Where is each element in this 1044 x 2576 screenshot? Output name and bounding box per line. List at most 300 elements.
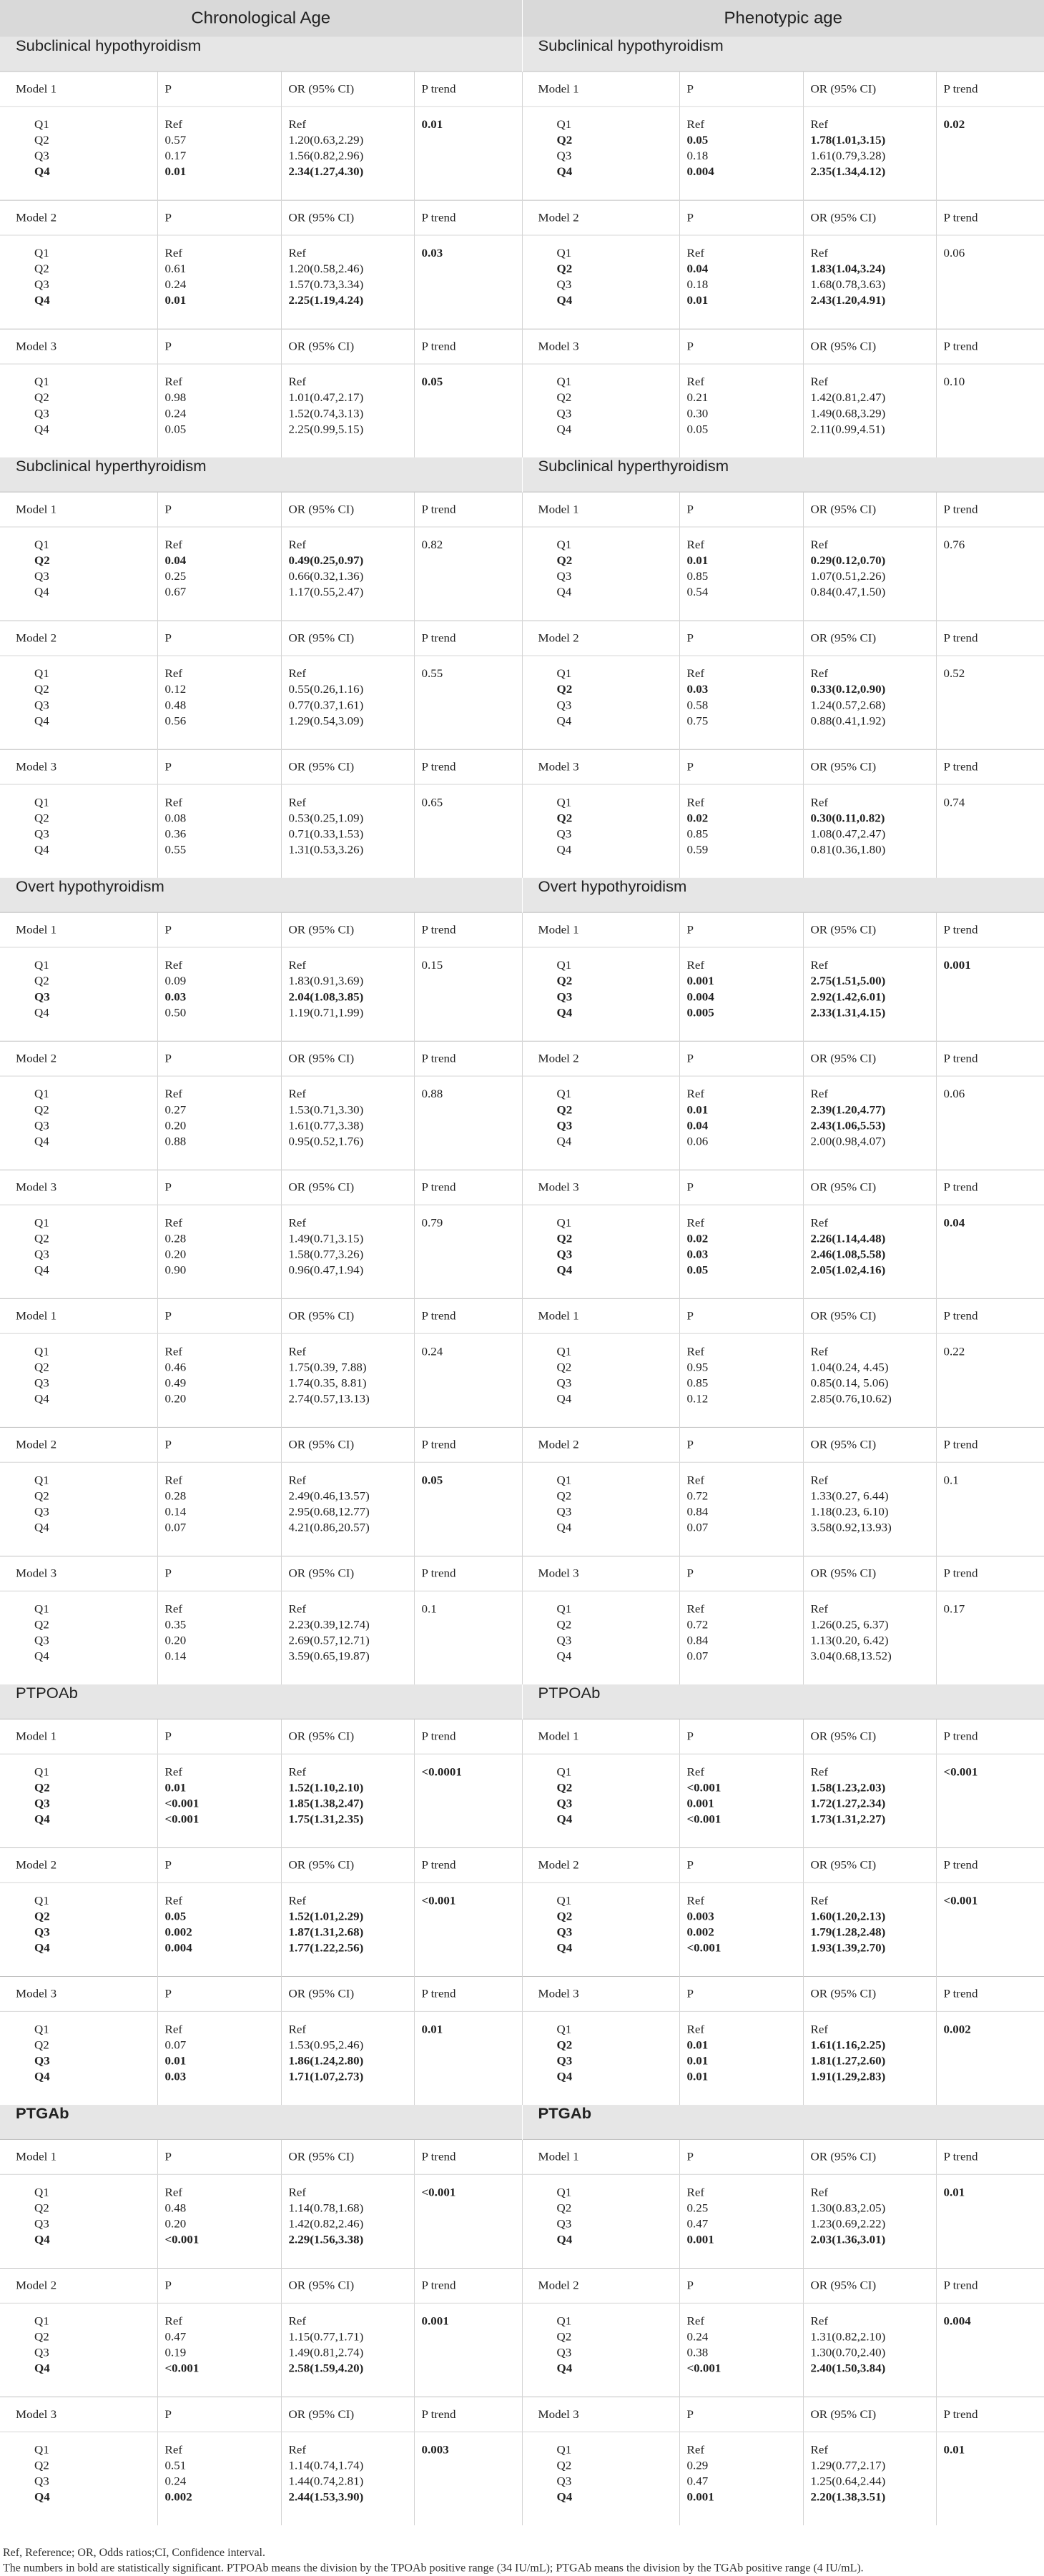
or-value-list	[282, 785, 414, 858]
quartile-list	[0, 948, 157, 1021]
model-label-right	[522, 1298, 679, 1333]
col-label-or-right	[803, 2268, 936, 2303]
quartile-label: Q2	[34, 2038, 49, 2052]
or-value: Ref	[288, 2443, 307, 2457]
p-value-list	[680, 235, 803, 308]
p-value: Ref	[164, 2023, 183, 2036]
quartile-label: Q2	[556, 2459, 572, 2472]
p-trend-left	[414, 2174, 522, 2268]
p-trend-value: <0.001	[421, 1894, 456, 1908]
p-value: 0.28	[164, 1489, 187, 1503]
quartile-label: Q1	[34, 2314, 49, 2328]
p-value: 0.01	[686, 2070, 709, 2083]
p-trend-right	[936, 2303, 1044, 2397]
p-trend-left	[414, 656, 522, 749]
col-label-trend-left	[414, 749, 522, 784]
col-label-p-left	[157, 912, 281, 947]
p-value-list	[158, 2432, 281, 2505]
quartile-cell-right	[522, 784, 679, 878]
p-trend-value: 0.001	[421, 2314, 449, 2328]
col-label-or-right	[803, 1298, 936, 1333]
col-label-or-left-text: OR (95% CI)	[288, 502, 355, 516]
or-value: 1.68(0.78,3.63)	[810, 277, 886, 292]
p-value: 0.72	[686, 1618, 709, 1632]
col-label-or-left	[281, 1298, 414, 1333]
col-label-p-right	[679, 1170, 803, 1205]
quartile-label: Q2	[34, 682, 49, 696]
quartile-label: Q4	[556, 2362, 573, 2375]
section-title-right: PTGAb	[522, 2105, 1044, 2139]
quartile-label: Q1	[34, 1087, 49, 1101]
quartile-label: Q1	[556, 795, 572, 809]
or-value: 1.85(1.38,2.47)	[288, 1797, 364, 1810]
p-values-right	[679, 1333, 803, 1427]
p-values-right	[679, 2303, 803, 2397]
quartile-label: Q3	[34, 1118, 49, 1132]
quartile-label: Q4	[34, 1005, 49, 1020]
p-value: Ref	[686, 666, 705, 681]
model-data-row	[0, 1882, 1044, 1976]
or-value: Ref	[288, 666, 307, 681]
quartile-label: Q3	[556, 569, 572, 583]
or-value: 2.04(1.08,3.85)	[288, 990, 364, 1004]
col-label-trend-left	[414, 1041, 522, 1076]
or-value: Ref	[288, 1087, 307, 1101]
or-value: 2.35(1.34,4.12)	[810, 164, 886, 179]
col-label-trend-right-text: P trend	[943, 1858, 978, 1872]
col-label-trend-left	[414, 1556, 522, 1591]
model-data-row	[0, 656, 1044, 749]
col-label-or-left-text: OR (95% CI)	[288, 1180, 355, 1194]
or-value-list	[804, 1755, 936, 1827]
p-trend-right	[936, 947, 1044, 1041]
col-label-trend-right	[936, 1041, 1044, 1076]
quartile-label: Q3	[34, 2474, 49, 2488]
p-value: Ref	[686, 538, 705, 551]
col-label-trend-left	[414, 1847, 522, 1882]
col-label-trend-right	[936, 912, 1044, 947]
quartile-label: Q3	[556, 2054, 573, 2068]
col-label-p-right-text: P	[686, 2150, 694, 2163]
col-label-p-left-text: P	[164, 1729, 172, 1743]
p-value: 0.001	[686, 974, 714, 988]
model-header-row	[0, 492, 1044, 527]
quartile-label: Q2	[556, 1781, 573, 1795]
quartile-label: Q2	[556, 133, 573, 147]
col-label-trend-left-text: P trend	[421, 760, 456, 774]
model-header-row	[0, 1719, 1044, 1754]
p-values-right	[679, 947, 803, 1041]
col-label-p-right-text: P	[686, 1438, 694, 1451]
model-label-left-text: Model 2	[16, 1052, 57, 1065]
model-header-row	[0, 621, 1044, 656]
col-label-trend-right-text: P trend	[943, 2150, 978, 2163]
quartile-cell-right	[522, 656, 679, 749]
model-label-right	[522, 200, 679, 235]
col-label-p-right-text: P	[686, 1052, 694, 1065]
quartile-label: Q2	[34, 1781, 50, 1795]
p-value-list	[158, 2175, 281, 2248]
col-label-trend-right	[936, 1427, 1044, 1462]
quartile-label: Q2	[556, 1910, 573, 1923]
col-label-p-left	[157, 2397, 281, 2432]
or-value: 1.29(0.54,3.09)	[288, 714, 364, 728]
p-trend-value: 0.04	[943, 1215, 965, 1230]
col-label-p-left	[157, 329, 281, 364]
col-label-or-left-text: OR (95% CI)	[288, 1858, 355, 1872]
quartile-list	[523, 1883, 679, 1956]
p-value: <0.001	[164, 2233, 200, 2246]
p-value: 0.54	[686, 585, 709, 599]
col-label-p-left	[157, 2268, 281, 2303]
p-value: 0.50	[164, 1005, 187, 1020]
or-value-list	[804, 2012, 936, 2085]
p-trend-value: <0.0001	[421, 1765, 462, 1779]
col-label-p-right-text: P	[686, 340, 694, 353]
quartile-label: Q2	[556, 2201, 572, 2215]
quartile-list	[523, 527, 679, 600]
col-label-or-left-text: OR (95% CI)	[288, 1438, 355, 1451]
col-label-or-left	[281, 1427, 414, 1462]
or-value: 1.71(1.07,2.73)	[288, 2070, 364, 2083]
quartile-list	[523, 1755, 679, 1827]
or-value-list	[804, 1883, 936, 1956]
quartile-label: Q2	[556, 811, 573, 825]
p-value-list	[680, 107, 803, 179]
quartile-label: Q3	[34, 1634, 49, 1647]
model-label-right	[522, 1719, 679, 1754]
model-label-right-text: Model 1	[538, 923, 579, 937]
col-label-trend-right-text: P trend	[943, 2279, 978, 2292]
p-trend-right	[936, 235, 1044, 329]
p-value: Ref	[164, 1602, 183, 1616]
col-label-p-left-text: P	[164, 340, 172, 353]
quartile-label: Q2	[556, 1489, 572, 1503]
model-label-right-text: Model 2	[538, 631, 579, 645]
p-trend-right	[936, 784, 1044, 878]
model-label-left	[0, 492, 157, 527]
or-values-right	[803, 2174, 936, 2268]
col-label-trend-right	[936, 1977, 1044, 2012]
p-value-list	[158, 785, 281, 858]
quartile-cell-left	[0, 1591, 157, 1684]
p-value: 0.01	[686, 553, 709, 568]
col-label-p-right-text: P	[686, 631, 694, 645]
or-values-right	[803, 2303, 936, 2397]
col-label-p-right-text: P	[686, 1309, 694, 1323]
col-label-or-right	[803, 912, 936, 947]
or-value: 1.15(0.77,1.71)	[288, 2330, 364, 2344]
col-label-p-left	[157, 1847, 281, 1882]
quartile-label: Q2	[34, 553, 50, 568]
col-label-or-left-text: OR (95% CI)	[288, 2150, 355, 2163]
or-value: 1.04(0.24, 4.45)	[810, 1361, 889, 1374]
p-values-left	[157, 1076, 281, 1170]
or-values-left	[281, 1076, 414, 1170]
model-label-right-text: Model 3	[538, 1987, 579, 2000]
col-label-p-right	[679, 749, 803, 784]
quartile-cell-right	[522, 2174, 679, 2268]
quartile-label: Q3	[556, 698, 572, 712]
p-value: Ref	[686, 1894, 705, 1908]
quartile-label: Q2	[556, 2038, 573, 2052]
quartile-cell-right	[522, 1462, 679, 1556]
or-values-left	[281, 107, 414, 200]
or-value: 1.52(1.10,2.10)	[288, 1781, 364, 1795]
footnotes	[0, 2525, 1044, 2576]
p-value: 0.98	[164, 390, 187, 405]
model-label-left-text: Model 3	[16, 1566, 57, 1580]
col-label-or-left	[281, 329, 414, 364]
p-trend-left	[414, 364, 522, 458]
or-value: 1.14(0.74,1.74)	[288, 2459, 364, 2472]
col-label-or-right	[803, 1041, 936, 1076]
or-values-left	[281, 656, 414, 749]
or-value-list	[804, 1592, 936, 1664]
col-label-or-right-text: OR (95% CI)	[810, 1052, 877, 1065]
quartile-label: Q2	[34, 262, 49, 276]
p-values-right	[679, 2432, 803, 2525]
quartile-label: Q1	[34, 117, 49, 131]
or-value: 1.20(0.63,2.29)	[288, 133, 364, 147]
p-trend-right	[936, 2011, 1044, 2105]
header-row	[0, 0, 1044, 37]
or-values-right	[803, 1076, 936, 1170]
p-value-list	[680, 656, 803, 729]
footnote-abbreviations: Ref, Reference; OR, Odds ratios;CI, Confidence interval.	[3, 2547, 265, 2560]
quartile-label: Q2	[556, 974, 573, 988]
p-trend-value: 0.74	[943, 795, 965, 809]
p-trend-value: 0.52	[943, 666, 965, 681]
quartile-list	[0, 1205, 157, 1278]
quartile-list	[523, 948, 679, 1021]
quartile-label: Q1	[556, 1344, 572, 1358]
quartile-list	[523, 235, 679, 308]
or-value-list	[282, 656, 414, 729]
p-value: Ref	[686, 2186, 705, 2199]
or-value: 1.93(1.39,2.70)	[810, 1941, 886, 1955]
p-value: 0.14	[164, 1649, 187, 1663]
quartile-label: Q1	[34, 1602, 49, 1616]
p-values-right	[679, 2174, 803, 2268]
or-values-right	[803, 107, 936, 200]
col-label-p-left	[157, 621, 281, 656]
or-value: Ref	[810, 538, 829, 551]
model-label-left-text: Model 1	[16, 2150, 57, 2163]
or-value: 2.95(0.68,12.77)	[288, 1505, 370, 1519]
col-label-or-right-text: OR (95% CI)	[810, 1180, 877, 1194]
quartile-cell-right	[522, 1205, 679, 1298]
model-header-row	[0, 1847, 1044, 1882]
p-value: 0.48	[164, 698, 187, 712]
col-label-or-left	[281, 1719, 414, 1754]
col-label-trend-right-text: P trend	[943, 82, 978, 96]
p-value: 0.61	[164, 262, 187, 276]
quartile-label: Q3	[34, 698, 49, 712]
or-value: Ref	[288, 2314, 307, 2328]
or-values-left	[281, 1205, 414, 1298]
or-value: 2.34(1.27,4.30)	[288, 164, 364, 179]
p-value: 0.25	[686, 2201, 709, 2215]
quartile-label: Q3	[556, 1634, 572, 1647]
p-values-right	[679, 784, 803, 878]
model-label-left	[0, 1041, 157, 1076]
col-label-trend-left-text: P trend	[421, 631, 456, 645]
p-value: <0.001	[686, 1812, 722, 1826]
p-value: 0.002	[686, 1925, 714, 1939]
col-label-or-left	[281, 1041, 414, 1076]
or-value-list	[282, 1883, 414, 1956]
col-label-p-left-text: P	[164, 2407, 172, 2421]
model-data-row	[0, 364, 1044, 458]
quartile-label: Q2	[34, 1102, 49, 1117]
col-label-or-left	[281, 1847, 414, 1882]
p-trend-left	[414, 784, 522, 878]
model-label-left-text: Model 1	[16, 82, 57, 96]
model-label-left-text: Model 3	[16, 1987, 57, 2000]
p-value: 0.02	[686, 1231, 709, 1245]
p-value: 0.09	[164, 974, 187, 988]
col-label-trend-right-text: P trend	[943, 1438, 978, 1451]
or-value: 1.49(0.81,2.74)	[288, 2346, 364, 2359]
col-label-p-right	[679, 1847, 803, 1882]
p-trend-value: 0.05	[421, 1474, 443, 1487]
model-label-right	[522, 1977, 679, 2012]
p-value: 0.84	[686, 1505, 709, 1519]
model-header-row	[0, 71, 1044, 107]
col-label-or-left-text: OR (95% CI)	[288, 1566, 355, 1580]
p-value: 0.06	[686, 1134, 709, 1148]
or-value: 1.49(0.68,3.29)	[810, 406, 886, 420]
col-label-or-left	[281, 2397, 414, 2432]
or-value-list	[804, 1334, 936, 1407]
model-label-left-text: Model 3	[16, 340, 57, 353]
model-header-row	[0, 2268, 1044, 2303]
quartile-label: Q2	[556, 1361, 572, 1374]
col-label-or-right-text: OR (95% CI)	[810, 82, 877, 96]
p-value: Ref	[164, 666, 183, 681]
p-trend-value: 0.03	[421, 246, 443, 260]
col-label-trend-right	[936, 1298, 1044, 1333]
model-label-left-text: Model 1	[16, 923, 57, 937]
p-trend-right	[936, 364, 1044, 458]
or-value: 0.66(0.32,1.36)	[288, 569, 364, 583]
or-value: 4.21(0.86,20.57)	[288, 1521, 370, 1534]
p-value: 0.08	[164, 811, 187, 825]
quartile-list	[0, 1077, 157, 1150]
p-value: 0.58	[686, 698, 709, 712]
model-label-right-text: Model 2	[538, 210, 579, 224]
quartile-label: Q3	[556, 2346, 572, 2359]
quartile-label: Q1	[34, 1765, 49, 1779]
col-label-p-right	[679, 1719, 803, 1754]
p-values-right	[679, 235, 803, 329]
quartile-label: Q1	[556, 958, 572, 972]
quartile-label: Q1	[34, 958, 49, 972]
model-label-left-text: Model 2	[16, 1858, 57, 1872]
p-trend-value: <0.001	[421, 2186, 456, 2199]
p-value-list	[680, 1883, 803, 1956]
col-label-or-left-text: OR (95% CI)	[288, 1729, 355, 1743]
col-label-or-right	[803, 71, 936, 107]
col-label-trend-left-text: P trend	[421, 1052, 456, 1065]
p-value: 0.004	[164, 1941, 192, 1955]
quartile-label: Q1	[556, 2186, 572, 2199]
or-value: 1.83(1.04,3.24)	[810, 262, 886, 276]
quartile-label: Q1	[556, 666, 572, 681]
quartile-cell-left	[0, 107, 157, 200]
quartile-label: Q2	[556, 682, 573, 696]
or-value: 1.31(0.82,2.10)	[810, 2330, 886, 2344]
p-value: 0.01	[686, 2038, 709, 2052]
model-label-right	[522, 2268, 679, 2303]
p-trend-value: <0.001	[943, 1894, 978, 1908]
p-value: 0.07	[686, 1649, 709, 1663]
model-label-left-text: Model 3	[16, 2407, 57, 2421]
col-label-trend-left-text: P trend	[421, 1180, 456, 1194]
p-value-list	[680, 2175, 803, 2248]
section-title-left: Subclinical hyperthyroidism	[0, 458, 522, 492]
quartile-label: Q1	[556, 246, 572, 260]
p-value: 0.001	[686, 1797, 714, 1810]
p-values-right	[679, 107, 803, 200]
p-trend-value: 0.1	[943, 1474, 959, 1487]
col-label-p-right-text: P	[686, 1180, 694, 1194]
col-label-trend-left	[414, 912, 522, 947]
quartile-label: Q3	[556, 1505, 572, 1519]
p-value-list	[158, 1077, 281, 1150]
p-trend-value: 0.88	[421, 1087, 443, 1101]
or-value: Ref	[288, 375, 307, 389]
section-title-left: PTGAb	[0, 2105, 522, 2139]
col-label-trend-right-text: P trend	[943, 631, 978, 645]
col-label-or-right	[803, 1977, 936, 2012]
quartile-label: Q2	[34, 390, 49, 405]
col-label-trend-left-text: P trend	[421, 210, 456, 224]
or-value: Ref	[288, 795, 307, 809]
p-values-right	[679, 1591, 803, 1684]
or-value: 1.42(0.82,2.46)	[288, 2217, 364, 2231]
quartile-cell-left	[0, 235, 157, 329]
col-label-or-left-text: OR (95% CI)	[288, 2407, 355, 2421]
p-values-left	[157, 1462, 281, 1556]
quartile-cell-right	[522, 527, 679, 621]
or-value: 1.19(0.71,1.99)	[288, 1005, 364, 1020]
col-label-or-right	[803, 621, 936, 656]
model-label-left	[0, 749, 157, 784]
quartile-label: Q3	[556, 149, 572, 162]
p-values-right	[679, 1462, 803, 1556]
p-trend-left	[414, 1754, 522, 1847]
model-data-row	[0, 1462, 1044, 1556]
or-value: 1.53(0.95,2.46)	[288, 2038, 364, 2052]
col-label-trend-left	[414, 492, 522, 527]
p-value: Ref	[686, 2443, 705, 2457]
or-value-list	[282, 235, 414, 308]
quartile-cell-left	[0, 1882, 157, 1976]
p-trend-value: 0.01	[421, 2023, 443, 2036]
or-value: 1.07(0.51,2.26)	[810, 569, 886, 583]
p-value-list	[158, 235, 281, 308]
col-label-trend-left	[414, 329, 522, 364]
col-label-p-left-text: P	[164, 1180, 172, 1194]
col-label-or-right-text: OR (95% CI)	[810, 1729, 877, 1743]
p-trend-right	[936, 656, 1044, 749]
or-value: 3.04(0.68,13.52)	[810, 1649, 892, 1663]
col-label-or-left	[281, 492, 414, 527]
or-value: 2.74(0.57,13.13)	[288, 1392, 370, 1406]
p-trend-right	[936, 1076, 1044, 1170]
